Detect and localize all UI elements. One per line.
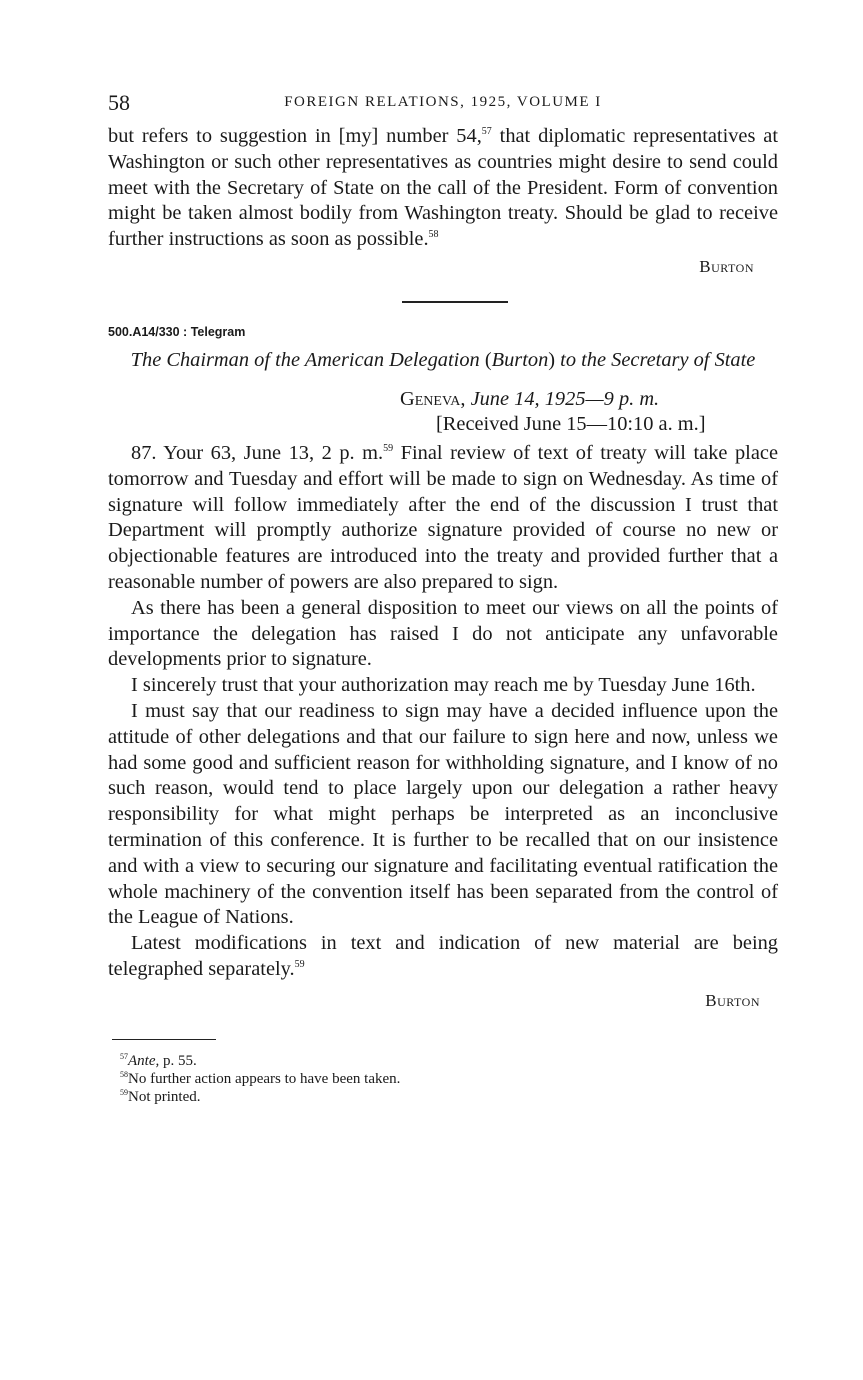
body-paragraph [108,441,778,596]
footnote-ref: 59 [294,958,305,970]
document-page [108,88,778,1106]
title-paren: ( [484,348,492,371]
body-paragraph: I must say that our readiness to sign may have a decided influence upon the attitude of other delegations and that our failure to sign here and now, unless we had some good and sufficient reason for withholding signature, and I know of no such reason, would tend to place largely upon our delegation a rather heavy responsibility for what might perhaps be interpreted as an inconclusive termination of this conference. It is further to be recalled that on our insistence and with a view to securing our signature and facilitating eventual ratification the whole machinery of the convention itself has been separated from the control of the League of Nations. [108,699,778,929]
footnote-ref: 59 [383,442,394,454]
page-number: 58 [108,90,130,115]
text-span: Final review of text of treaty will take place tomorrow and Tuesday and effort will be made to sign on Wednesday. As time of signature will follow immediately after the end of the discussion I trust that Department will promptly authorize signature provided of course no new or objectionable features are introduced into the treaty and provided further that a reasonable number of powers are also prepared to sign. [108,441,778,593]
footnote [120,1052,778,1070]
footnote-text: Not printed. [128,1088,201,1105]
date: June 14, 1925—9 p. m. [470,387,660,410]
footnote-italic: Ante, [128,1052,160,1069]
footnote [120,1088,778,1106]
footnote-number: 57 [120,1051,128,1061]
file-identifier: 500.A14/330 : Telegram [108,324,246,339]
received-note: [Received June 15—10:10 a. m.] [436,412,706,435]
title-text: to the Secretary of State [555,348,756,371]
body-paragraph: As there has been a general disposition to meet our views on all the points of importance the delegation has raised I do not anticipate any unfavorable developments prior to signature. [108,596,778,671]
running-head: FOREIGN RELATIONS, 1925, VOLUME I [284,94,602,110]
footnotes [120,1052,778,1106]
section-divider [402,301,508,303]
footnote-number: 58 [120,1069,128,1079]
page-header [108,88,778,118]
footnote-text: p. 55. [159,1052,197,1069]
footnote-divider [112,1039,216,1040]
footnote-ref: 57 [481,126,492,137]
body-paragraph [108,931,778,983]
text-span: 87. Your 63, June 13, 2 p. m. [131,441,384,464]
title-text: The Chairman of the American Delegation [130,348,485,371]
text-span: but refers to suggestion in [my] number 54, [108,125,482,147]
signature: Burton [705,990,760,1010]
place: Geneva, [400,387,466,410]
footnote-text: No further action appears to have been taken. [128,1070,401,1087]
footnote [120,1070,778,1088]
title-paren: ) [548,348,556,371]
document-title [108,347,778,373]
title-name: Burton [491,348,549,371]
dateline [108,386,778,412]
footnote-ref: 58 [428,229,439,241]
text-span: that diplomatic representatives at Washington or such other representatives as countries might desire to send could meet with the Secretary of State on the call of the President. Form of convention might be taken almost bodily from Washington treaty. Should be glad to receive further instructions as soon as possible. [108,125,778,251]
continued-paragraph [108,124,778,253]
body-paragraph: I sincerely trust that your authorization may reach me by Tuesday June 16th. [131,674,756,697]
footnote-number: 59 [120,1087,128,1097]
signature: Burton [699,256,754,276]
text-span: Latest modifications in text and indication of new material are being telegraphed separately. [108,932,778,980]
